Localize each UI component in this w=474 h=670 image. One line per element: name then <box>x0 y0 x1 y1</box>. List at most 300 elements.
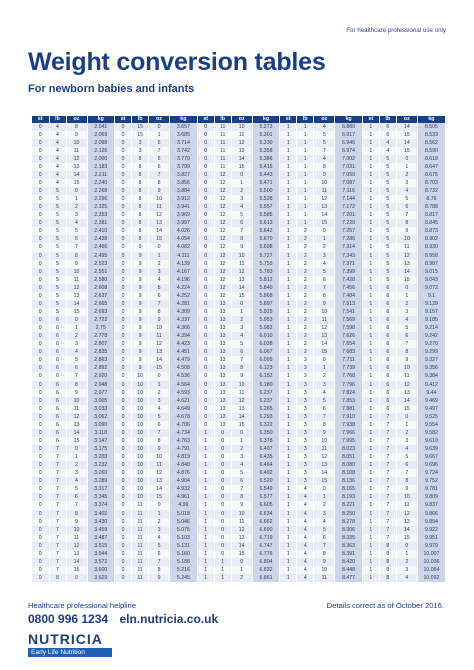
table-cell: 0 <box>32 332 49 340</box>
table-row <box>32 139 445 147</box>
table-cell: 0 <box>115 534 132 542</box>
table-cell: 4 <box>149 276 170 284</box>
table-cell: 1 <box>280 372 297 380</box>
table-cell: 0 <box>115 179 132 187</box>
table-cell: 6 <box>149 163 170 171</box>
table-cell: 5 <box>231 211 252 219</box>
table-cell: 8.930 <box>417 243 445 251</box>
table-cell: 8.108 <box>335 469 363 477</box>
table-cell: 9.696 <box>417 461 445 469</box>
table-cell: 10 <box>231 123 252 131</box>
table-cell: 12 <box>214 211 231 219</box>
table-cell: 0 <box>214 493 231 501</box>
table-cell: 1 <box>362 292 379 300</box>
table-cell: 0 <box>66 187 87 195</box>
table-cell: 11 <box>132 574 149 582</box>
table-cell: 5 <box>149 413 170 421</box>
table-cell: 2.75 <box>87 324 115 332</box>
table-cell: 9.781 <box>417 485 445 493</box>
table-cell: 7 <box>49 526 66 534</box>
table-cell: 9 <box>149 316 170 324</box>
table-cell: 0 <box>32 131 49 139</box>
table-cell: 5.358 <box>252 147 280 155</box>
table-cell: 13 <box>314 461 335 469</box>
table-cell: 7 <box>49 518 66 526</box>
table-cell: 8 <box>231 364 252 372</box>
table-cell: 1 <box>280 252 297 260</box>
table-cell: 3.203 <box>87 453 115 461</box>
table-cell: 5 <box>66 227 87 235</box>
table-cell: 0 <box>197 195 214 203</box>
table-cell: 4 <box>314 155 335 163</box>
table-cell: 6 <box>314 534 335 542</box>
table-cell: 0 <box>32 485 49 493</box>
table-cell: 7.031 <box>335 163 363 171</box>
table-cell: 0 <box>32 147 49 155</box>
table-cell: 0 <box>214 550 231 558</box>
table-cell: 12 <box>149 340 170 348</box>
table-cell: 0 <box>115 518 132 526</box>
table-cell: 1 <box>197 566 214 574</box>
table-row <box>32 534 445 542</box>
table-cell: 8.845 <box>417 219 445 227</box>
table-cell: 13 <box>214 340 231 348</box>
table-cell: 1 <box>280 356 297 364</box>
table-cell: 8 <box>379 542 396 550</box>
table-cell: 4 <box>314 123 335 131</box>
table-cell: 7 <box>231 485 252 493</box>
table-cell: 1 <box>280 453 297 461</box>
table-row <box>32 219 445 227</box>
table-cell: 1 <box>362 558 379 566</box>
table-cell: 2 <box>231 574 252 582</box>
table-cell: 1 <box>280 155 297 163</box>
table-cell: 1 <box>149 131 170 139</box>
table-cell: 14 <box>231 155 252 163</box>
table-cell: 1 <box>197 485 214 493</box>
table-cell: 3 <box>297 381 314 389</box>
table-cell: 0 <box>32 510 49 518</box>
table-cell: 0 <box>115 324 132 332</box>
table-cell: 8 <box>66 252 87 260</box>
table-cell: 6 <box>231 477 252 485</box>
table-cell: 7.144 <box>335 195 363 203</box>
table-cell: 4.536 <box>170 372 198 380</box>
table-cell: 1 <box>280 268 297 276</box>
table-cell: 5.897 <box>252 300 280 308</box>
table-cell: 4.593 <box>170 389 198 397</box>
table-cell: 7 <box>314 147 335 155</box>
table-row <box>32 397 445 405</box>
table-cell: 5 <box>49 235 66 243</box>
table-cell: 4 <box>297 526 314 534</box>
table-cell: 6 <box>66 364 87 372</box>
table-cell: 9 <box>132 243 149 251</box>
table-cell: 0 <box>115 123 132 131</box>
table-cell: 15 <box>66 308 87 316</box>
table-cell: 0 <box>231 558 252 566</box>
table-cell: 2 <box>314 501 335 509</box>
table-cell: 0 <box>115 372 132 380</box>
table-cell: 5.188 <box>170 558 198 566</box>
table-cell: 0 <box>115 364 132 372</box>
table-cell: 9 <box>149 445 170 453</box>
table-cell: 4 <box>297 550 314 558</box>
table-cell: 1 <box>280 163 297 171</box>
table-cell: 15 <box>132 123 149 131</box>
table-cell: 8 <box>231 235 252 243</box>
table-cell: 14 <box>231 284 252 292</box>
table-cell: 9 <box>132 332 149 340</box>
table-cell: 6.520 <box>252 477 280 485</box>
table-cell: 1 <box>362 139 379 147</box>
table-cell: 6.293 <box>252 413 280 421</box>
table-cell: 0 <box>115 421 132 429</box>
table-cell: 2.892 <box>87 364 115 372</box>
table-cell: 11 <box>132 526 149 534</box>
table-cell: 2 <box>297 332 314 340</box>
table-cell: 5 <box>66 485 87 493</box>
table-cell: 0 <box>115 485 132 493</box>
table-cell: 8 <box>132 195 149 203</box>
table-cell: 12 <box>396 510 417 518</box>
table-row <box>32 324 445 332</box>
table-cell: 1 <box>280 501 297 509</box>
table-cell: 1 <box>362 252 379 260</box>
table-cell: 0 <box>32 163 49 171</box>
table-cell: 8 <box>49 574 66 582</box>
table-cell: 12 <box>231 526 252 534</box>
column-header: st <box>115 116 132 123</box>
table-cell: 0 <box>66 574 87 582</box>
table-cell: 1 <box>362 187 379 195</box>
table-cell: 9.667 <box>417 453 445 461</box>
table-cell: 0 <box>32 413 49 421</box>
table-cell: 1 <box>280 493 297 501</box>
table-cell: 9 <box>132 308 149 316</box>
table-cell: 4 <box>396 574 417 582</box>
table-cell: 6 <box>149 292 170 300</box>
table-cell: 0 <box>115 300 132 308</box>
table-row <box>32 284 445 292</box>
table-cell: 4.848 <box>170 461 198 469</box>
table-cell: 3 <box>297 469 314 477</box>
table-cell: 2.240 <box>87 179 115 187</box>
table-cell: 4.706 <box>170 421 198 429</box>
logo-wordmark: NUTRICIA <box>28 631 103 647</box>
table-cell: 7.824 <box>335 389 363 397</box>
table-cell: 4 <box>297 574 314 582</box>
table-cell: 0 <box>197 227 214 235</box>
table-cell: 4.054 <box>170 235 198 243</box>
table-cell: 4 <box>379 147 396 155</box>
table-cell: 8.987 <box>417 260 445 268</box>
table-cell: 1 <box>280 260 297 268</box>
table-cell: 6 <box>49 372 66 380</box>
table-cell: 3.459 <box>87 526 115 534</box>
table-cell: 7 <box>49 461 66 469</box>
table-cell: 13 <box>214 389 231 397</box>
table-cell: 12 <box>214 284 231 292</box>
table-cell: 4 <box>297 501 314 509</box>
table-row <box>32 147 445 155</box>
table-cell: 6.747 <box>252 542 280 550</box>
table-cell: 3 <box>132 147 149 155</box>
table-cell: 10 <box>66 268 87 276</box>
table-cell: 1 <box>280 534 297 542</box>
table-row <box>32 381 445 389</box>
table-cell: 9 <box>132 300 149 308</box>
table-cell: 7 <box>379 453 396 461</box>
table-cell: 6 <box>49 413 66 421</box>
table-cell: 0 <box>32 429 49 437</box>
table-cell: 2 <box>297 284 314 292</box>
table-cell: 1 <box>362 501 379 509</box>
table-row <box>32 542 445 550</box>
table-cell: 10 <box>132 485 149 493</box>
table-cell: 11 <box>149 332 170 340</box>
table-cell: 0 <box>149 243 170 251</box>
table-cell: 6.605 <box>252 501 280 509</box>
column-header: kg <box>252 116 280 123</box>
table-cell: 15 <box>314 348 335 356</box>
table-cell: 8 <box>132 219 149 227</box>
table-cell: 9.752 <box>417 477 445 485</box>
table-cell: 5.075 <box>170 526 198 534</box>
table-cell: 2 <box>231 316 252 324</box>
table-cell: 8 <box>396 219 417 227</box>
table-cell: 6 <box>379 381 396 389</box>
table-cell: 4 <box>396 316 417 324</box>
table-cell: 9 <box>314 300 335 308</box>
table-cell: 8 <box>132 155 149 163</box>
table-cell: 1 <box>280 469 297 477</box>
table-cell: 0 <box>32 268 49 276</box>
table-cell: 3 <box>297 421 314 429</box>
table-cell: 4 <box>297 542 314 550</box>
table-cell: 5.018 <box>170 510 198 518</box>
table-cell: 6.435 <box>252 453 280 461</box>
table-cell: 8.136 <box>335 477 363 485</box>
table-cell: 2 <box>297 235 314 243</box>
table-cell: 0 <box>115 219 132 227</box>
table-cell: 1 <box>362 477 379 485</box>
table-cell: 1 <box>297 155 314 163</box>
table-cell: 1 <box>280 243 297 251</box>
table-cell: 0 <box>197 139 214 147</box>
table-cell: 2.495 <box>87 252 115 260</box>
table-cell: 15 <box>149 364 170 372</box>
table-row <box>32 469 445 477</box>
table-cell: 0 <box>396 284 417 292</box>
table-cell: 0 <box>115 131 132 139</box>
table-cell: 1 <box>280 381 297 389</box>
table-row <box>32 574 445 582</box>
table-cell: 3.005 <box>87 397 115 405</box>
table-cell: 11 <box>214 163 231 171</box>
table-cell: 6 <box>49 348 66 356</box>
table-cell: 2.863 <box>87 356 115 364</box>
table-cell: 1 <box>362 219 379 227</box>
table-cell: 12 <box>214 268 231 276</box>
table-cell: 4.196 <box>170 276 198 284</box>
table-cell: 10 <box>231 381 252 389</box>
table-cell: 2 <box>314 243 335 251</box>
table-cell: 6 <box>49 397 66 405</box>
table-cell: 10 <box>132 477 149 485</box>
table-cell: 5.103 <box>170 534 198 542</box>
table-cell: 1 <box>297 179 314 187</box>
table-cell: 7.995 <box>335 437 363 445</box>
table-row <box>32 493 445 501</box>
table-cell: 2.948 <box>87 381 115 389</box>
table-cell: 14 <box>231 413 252 421</box>
table-cell: 0 <box>32 421 49 429</box>
table-cell: 0 <box>396 542 417 550</box>
table-cell: 5 <box>379 219 396 227</box>
table-cell: 6 <box>231 348 252 356</box>
table-cell: 0 <box>32 300 49 308</box>
table-cell: 1 <box>280 526 297 534</box>
table-cell: 1 <box>280 300 297 308</box>
table-cell: 4.394 <box>170 332 198 340</box>
table-cell: 0 <box>32 558 49 566</box>
table-cell: 2 <box>297 316 314 324</box>
column-header: st <box>32 116 49 123</box>
table-cell: 10 <box>149 195 170 203</box>
table-cell: 9 <box>231 372 252 380</box>
table-cell: 7 <box>49 469 66 477</box>
table-cell: 11 <box>132 550 149 558</box>
table-cell: 3.147 <box>87 437 115 445</box>
table-cell: 0 <box>115 155 132 163</box>
table-cell: 0 <box>197 147 214 155</box>
table-cell: 4.763 <box>170 437 198 445</box>
table-cell: 9 <box>132 316 149 324</box>
table-cell: 1 <box>280 437 297 445</box>
table-cell: 0 <box>197 163 214 171</box>
table-cell: 12 <box>214 276 231 284</box>
table-cell: 7 <box>66 243 87 251</box>
table-cell: 5 <box>396 453 417 461</box>
table-cell: 0 <box>32 324 49 332</box>
table-cell: 8 <box>149 566 170 574</box>
table-cell: 7.768 <box>335 372 363 380</box>
table-cell: 1 <box>297 211 314 219</box>
table-cell: 5 <box>49 252 66 260</box>
table-cell: 11 <box>231 260 252 268</box>
table-cell: 2 <box>149 260 170 268</box>
helpline-phone[interactable]: 0800 996 1234 <box>28 612 109 626</box>
table-cell: 4 <box>396 187 417 195</box>
table-cell: 1 <box>362 574 379 582</box>
table-cell: 8 <box>66 510 87 518</box>
table-cell: 1 <box>197 437 214 445</box>
table-cell: 10 <box>132 421 149 429</box>
table-cell: 1 <box>197 493 214 501</box>
table-cell: 2.693 <box>87 308 115 316</box>
table-cell: 7 <box>49 542 66 550</box>
table-cell: 8.080 <box>335 461 363 469</box>
table-cell: 11 <box>132 542 149 550</box>
table-cell: 15 <box>66 179 87 187</box>
table-row <box>32 123 445 131</box>
table-cell: 7 <box>49 453 66 461</box>
table-cell: 9.497 <box>417 405 445 413</box>
table-cell: 0 <box>115 211 132 219</box>
table-cell: 4.932 <box>170 485 198 493</box>
table-cell: 0 <box>32 292 49 300</box>
table-cell: 1 <box>149 510 170 518</box>
table-cell: 11 <box>214 147 231 155</box>
table-cell: 5 <box>379 235 396 243</box>
table-cell: 3.544 <box>87 550 115 558</box>
table-cell: 13 <box>214 405 231 413</box>
table-row <box>32 227 445 235</box>
table-cell: 1 <box>297 187 314 195</box>
table-cell: 1 <box>280 235 297 243</box>
table-cell: 2 <box>297 308 314 316</box>
table-cell: 7 <box>49 510 66 518</box>
table-cell: 0 <box>314 356 335 364</box>
table-cell: 6 <box>231 219 252 227</box>
table-cell: 0 <box>32 195 49 203</box>
table-cell: 2.551 <box>87 268 115 276</box>
table-cell: 4 <box>66 477 87 485</box>
table-cell: 0 <box>115 316 132 324</box>
table-body <box>32 123 445 583</box>
table-cell: 1 <box>314 493 335 501</box>
helpline-website[interactable]: eln.nutricia.co.uk <box>119 612 219 626</box>
table-cell: 7 <box>396 469 417 477</box>
table-cell: 9 <box>396 227 417 235</box>
table-cell: 13 <box>66 550 87 558</box>
table-cell: 1 <box>362 469 379 477</box>
table-cell: 3 <box>297 389 314 397</box>
table-cell: 4.961 <box>170 493 198 501</box>
table-cell: 10 <box>231 252 252 260</box>
table-cell: 10 <box>132 397 149 405</box>
table-cell: 6 <box>379 131 396 139</box>
table-cell: 6.010 <box>252 332 280 340</box>
table-cell: 9.242 <box>417 332 445 340</box>
table-cell: 0 <box>32 437 49 445</box>
table-cell: 0 <box>115 558 132 566</box>
table-cell: 0 <box>32 566 49 574</box>
table-cell: 4.451 <box>170 348 198 356</box>
table-cell: 6 <box>49 421 66 429</box>
table-cell: 1 <box>362 348 379 356</box>
table-cell: 2.835 <box>87 348 115 356</box>
table-row <box>32 372 445 380</box>
table-cell: 5 <box>49 227 66 235</box>
table-cell: 0 <box>115 477 132 485</box>
table-cell: 2.637 <box>87 292 115 300</box>
table-cell: 3 <box>396 566 417 574</box>
table-cell: 1 <box>197 501 214 509</box>
table-cell: 15 <box>396 534 417 542</box>
table-cell: 7 <box>379 510 396 518</box>
table-cell: 4 <box>297 510 314 518</box>
table-cell: 0 <box>197 340 214 348</box>
table-cell: 4 <box>314 260 335 268</box>
table-cell: 8 <box>314 163 335 171</box>
table-cell: 0 <box>314 227 335 235</box>
table-cell: 6.634 <box>252 510 280 518</box>
table-cell: 1 <box>197 469 214 477</box>
table-cell: 0 <box>115 493 132 501</box>
table-cell: 7 <box>149 171 170 179</box>
